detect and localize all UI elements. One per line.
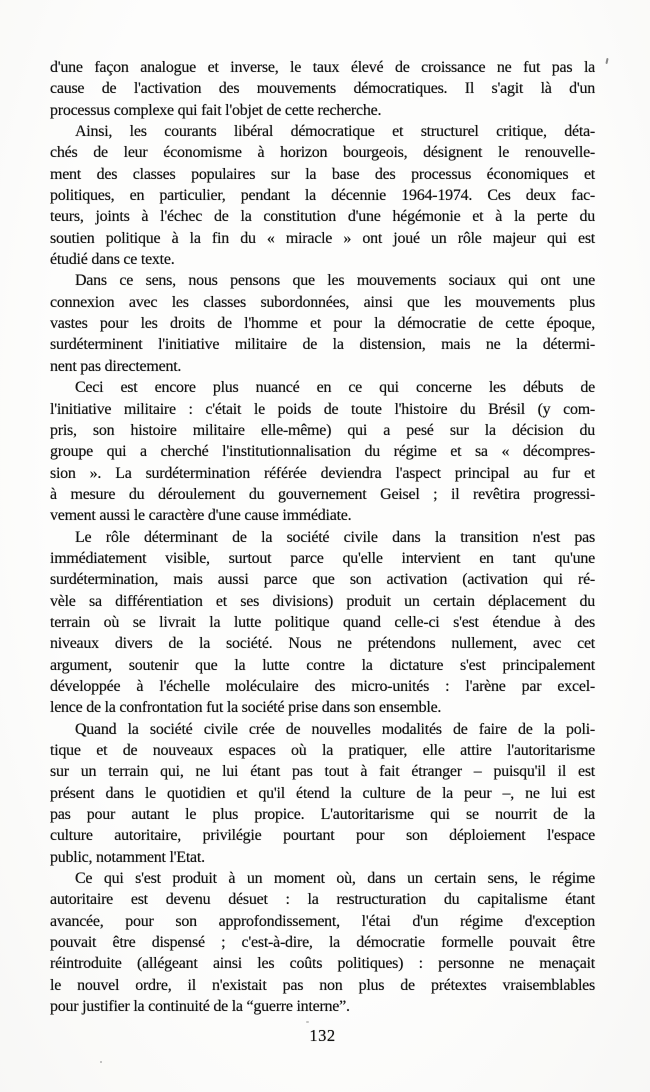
text-line: vèle sa différentiation et ses divisions) produit un certain déplacement du (50, 592, 595, 610)
text-line: soutien politique à la fin du « miracle » ont joué un rôle majeur qui est (50, 229, 595, 247)
text-line: Dans ce sens, nous pensons que les mouvements sociaux qui ont une (75, 272, 595, 290)
text-line: Quand la société civile crée de nouvelles modalités de faire de la poli- (75, 720, 595, 738)
text-line: argument, soutenir que la lutte contre la dictature s'est principalement (50, 656, 595, 674)
text-line: nent pas directement. (50, 357, 182, 375)
text-line: Le rôle déterminant de la société civile dans la transition n'est pas (75, 528, 595, 546)
text-line: teurs, joints à l'échec de la constitution d'une hégémonie et à la perte du (50, 208, 595, 226)
text-line: ment des classes populaires sur la base des processus économiques et (50, 165, 595, 183)
text-line: sion ». La surdétermination référée deviendra l'aspect principal au fur et (50, 464, 595, 482)
text-line: Ceci est encore plus nuancé en ce qui concerne les débuts de (75, 379, 595, 397)
text-line: groupe qui a cherché l'institutionnalisation du régime et sa « décompres- (50, 443, 595, 461)
text-line: culture autoritaire, privilégie pourtant pour son déploiement l'espace (50, 827, 595, 845)
paragraph (50, 270, 595, 377)
text-line: terrain où se livrait la lutte politique quand celle-ci s'est étendue à des (50, 613, 595, 631)
text-line: pouvait être dispensé ; c'est-à-dire, la démocratie formelle pouvait être (50, 934, 595, 952)
text-line: public, notamment l'Etat. (50, 848, 205, 866)
scan-speck (306, 1021, 309, 1023)
text-line: pour justifier la continuité de la “guerre interne”. (50, 998, 350, 1016)
scan-speck (100, 1061, 102, 1063)
text-line: Ce qui s'est produit à un moment où, dans un certain sens, le régime (75, 870, 595, 888)
page-number: 132 (309, 1026, 336, 1045)
text-line: l'initiative militaire : c'était le poids de toute l'histoire du Brésil (y com- (50, 400, 595, 418)
text-line: immédiatement visible, surtout parce qu'elle intervient en tant qu'une (50, 549, 595, 567)
text-line: tique et de nouveaux espaces où la pratiquer, elle attire l'autoritarisme (50, 742, 595, 759)
text-line: présent dans le quotidien et qu'il étend la culture de la peur –, ne lui est (50, 784, 595, 802)
text-line: niveaux divers de la société. Nous ne prétendons nullement, avec cet (50, 635, 595, 653)
text-line: lence de la confrontation fut la société prise dans son ensemble. (50, 699, 442, 717)
paragraph (50, 377, 595, 526)
text-line: autoritaire est devenu désuet : la restructuration du capitalisme étant (50, 891, 595, 909)
text-line: cause de l'activation des mouvements démocratiques. Il s'agit là d'un (50, 80, 595, 98)
paragraph (50, 868, 595, 1017)
scan-speck (605, 58, 608, 64)
text-line: surdétermination, mais aussi parce que son activation (activation qui ré- (50, 571, 595, 589)
text-line: chés de leur économisme à horizon bourgeois, désignent le renouvelle- (50, 144, 595, 162)
text-line: à mesure du déroulement du gouvernement Geisel ; il revêtira progressi- (50, 485, 595, 503)
text-line: sur un terrain qui, ne lui étant pas tout à fait étranger – puisqu'il il est (50, 763, 595, 781)
text-line: développée à l'échelle moléculaire des micro-unités : l'arène par excel- (50, 677, 595, 695)
text-line: réintroduite (allégeant ainsi les coûts politiques) : personne ne menaçait (50, 955, 595, 973)
paragraph (50, 527, 595, 719)
text-line: avancée, pour son approfondissement, l'étai d'un régime d'exception (50, 912, 595, 930)
text-line: surdéterminent l'initiative militaire de la distension, mais ne la détermi- (50, 336, 595, 354)
text-line: politiques, en particulier, pendant la décennie 1964-1974. Ces deux fac- (50, 187, 595, 205)
text-block (50, 57, 595, 1017)
text-line: pas pour autant le plus propice. L'autoritarisme qui se nourrit de la (50, 806, 595, 824)
paragraph (50, 719, 595, 868)
text-line: processus complexe qui fait l'objet de cette recherche. (50, 101, 382, 119)
paragraph (50, 57, 595, 121)
text-line: vastes pour les droits de l'homme et pour la démocratie de cette époque, (50, 315, 595, 333)
text-line: vement aussi le caractère d'une cause immédiate. (50, 507, 352, 525)
text-line: pris, son histoire militaire elle-même) qui a pesé sur la décision du (50, 421, 595, 439)
text-line: étudié dans ce texte. (50, 251, 175, 269)
text-line: d'une façon analogue et inverse, le taux élevé de croissance ne fut pas la (50, 59, 595, 76)
paragraph (50, 121, 595, 270)
text-line: le nouvel ordre, il n'existait pas non plus de prétextes vraisemblables (50, 976, 595, 994)
text-line: connexion avec les classes subordonnées, ainsi que les mouvements plus (50, 293, 595, 311)
text-line: Ainsi, les courants libéral démocratique et structurel critique, déta- (75, 123, 595, 141)
